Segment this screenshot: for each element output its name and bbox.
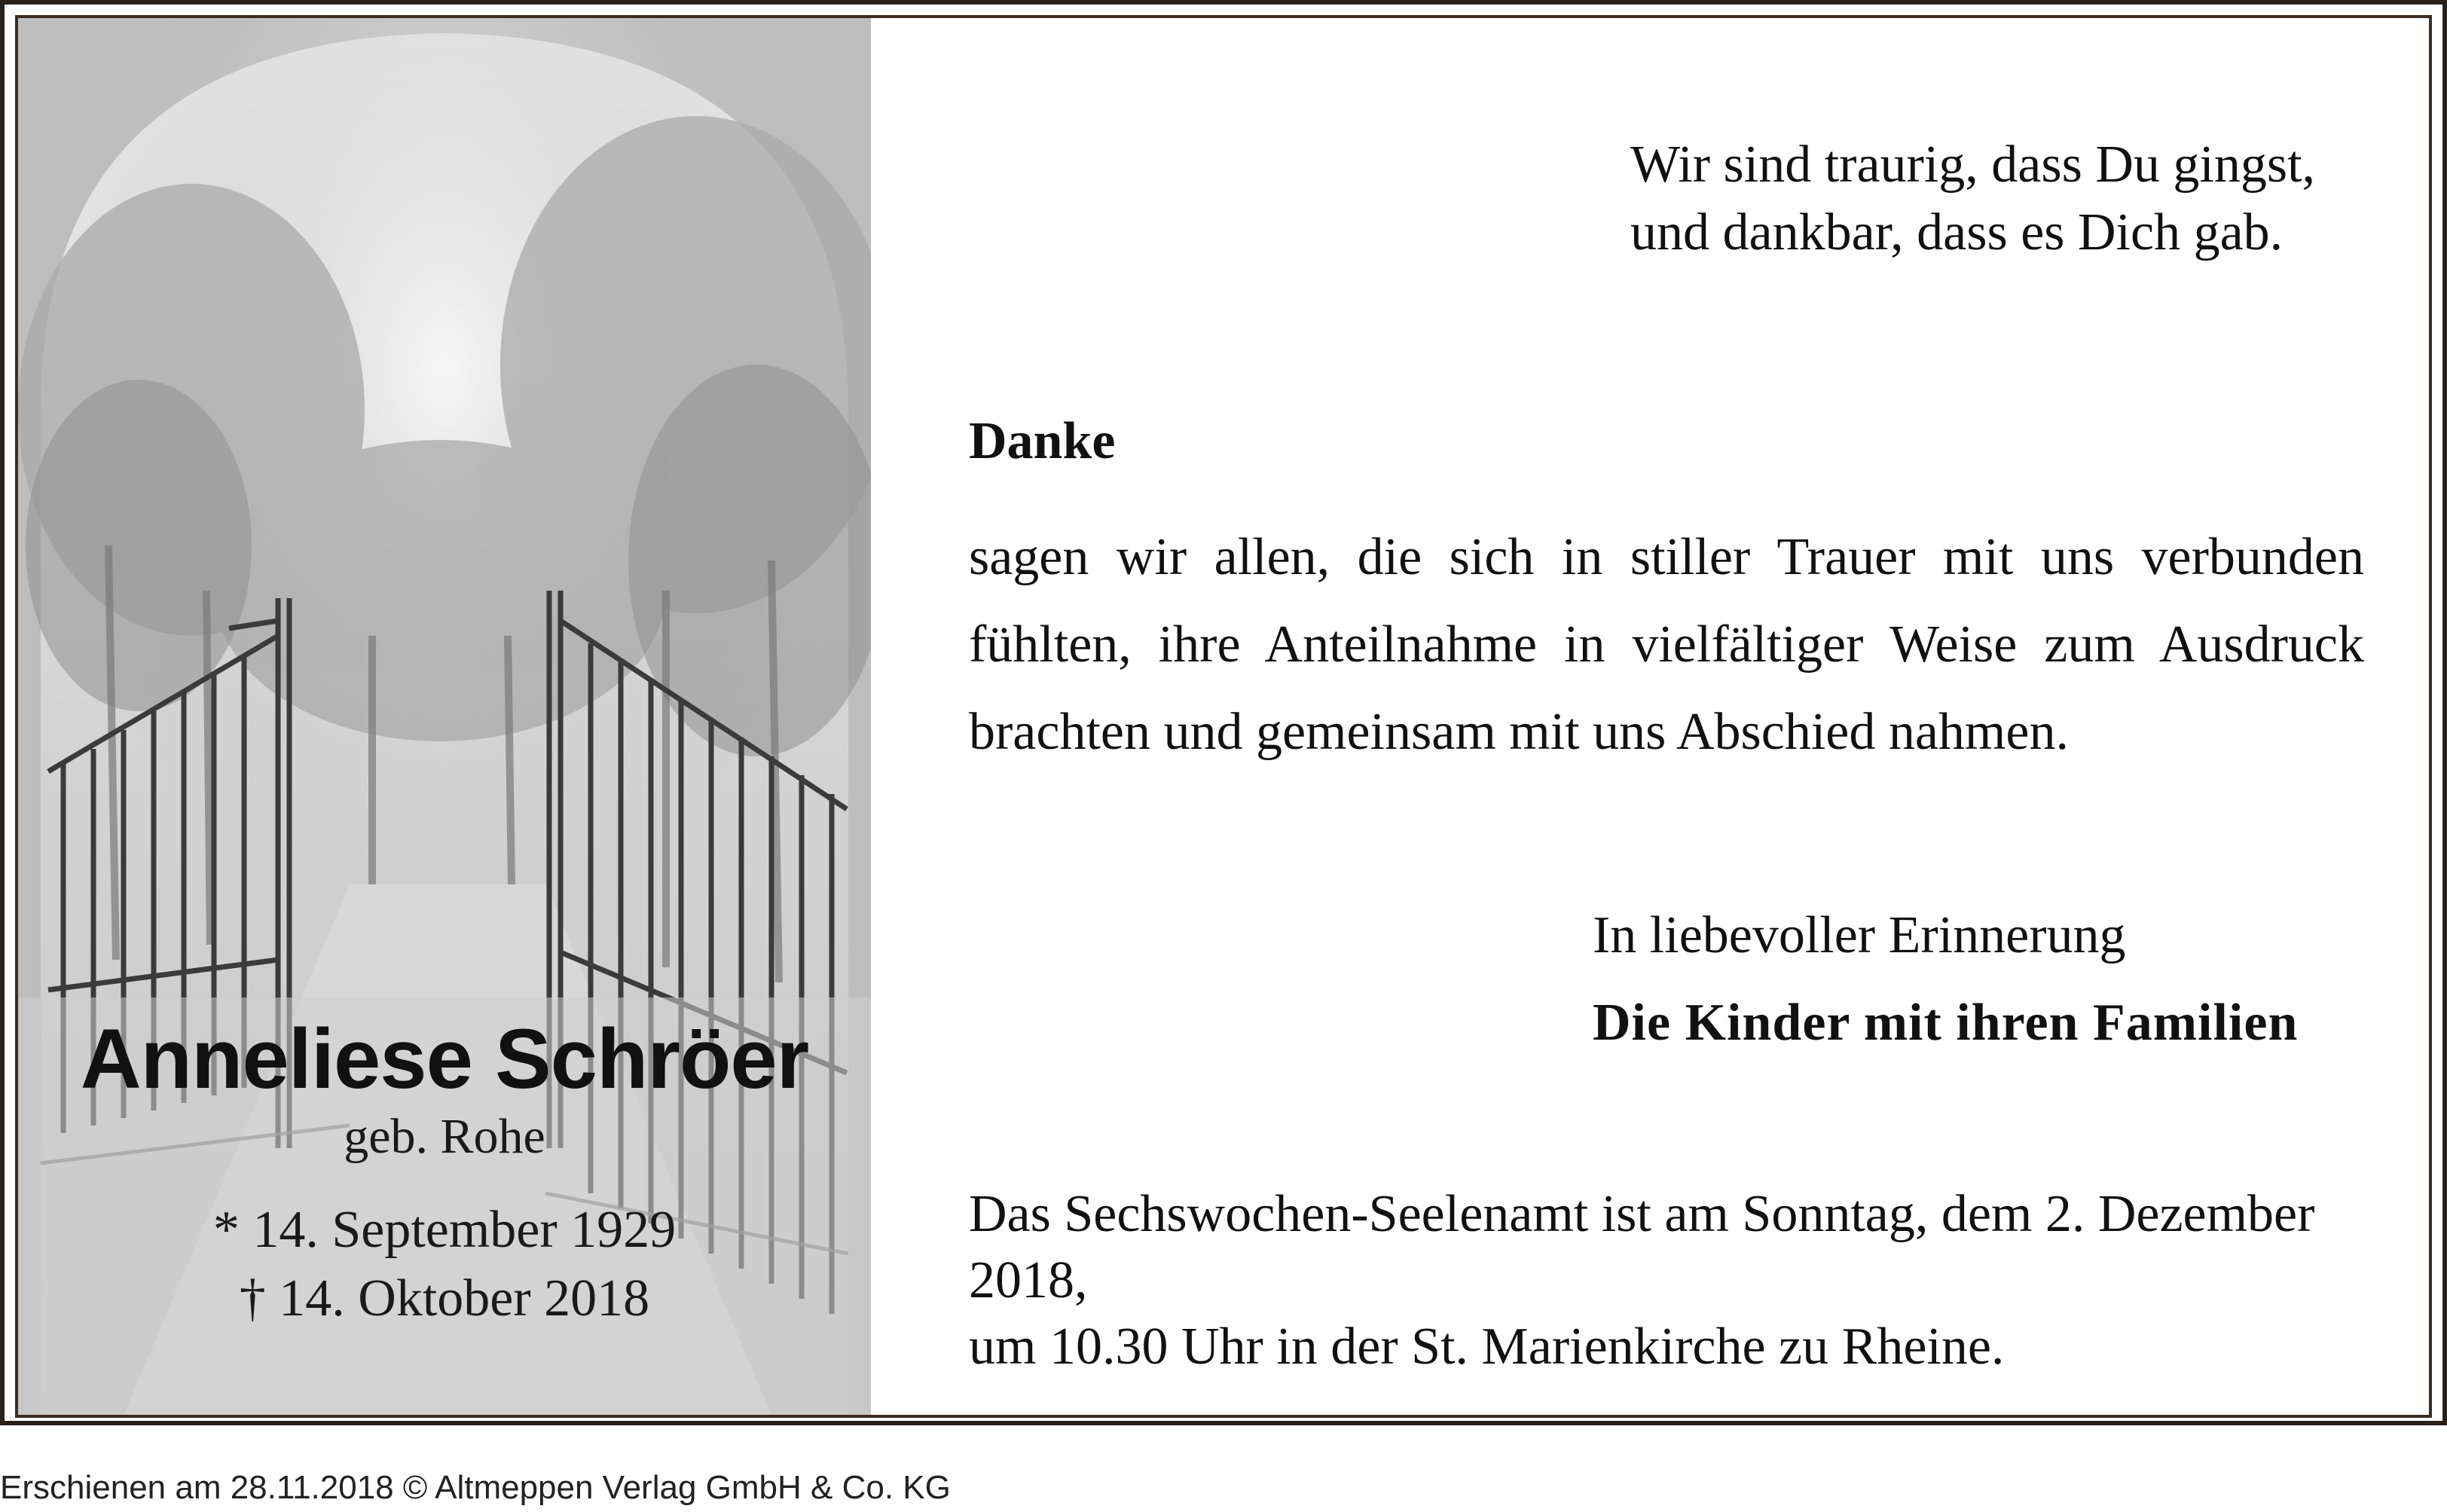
thanks-text [969,514,2364,776]
service-line-2: um 10.30 Uhr in der St. Marienkirche zu Rheine. [969,1318,2005,1376]
closing-signature: Die Kinder mit ihren Familien [1593,994,2299,1052]
maiden-name: geb. Rohe [344,1109,545,1165]
motto-line-1: Wir sind traurig, dass Du gingst, [1630,136,2316,194]
notice-inner-frame [15,15,2432,1418]
death-date: † 14. Oktober 2018 [239,1269,650,1328]
motto-line-2: und dankbar, dass es Dich gab. [1630,203,2284,261]
service-info [969,1181,2429,1380]
thanks-heading: Danke [969,412,1116,470]
life-dates [18,1196,871,1333]
thanks-line-2: fühlten, ihre Anteilnahme in vielfältiger Weise zum Ausdruck [969,615,2364,674]
deceased-info [18,1013,871,1333]
deceased-name: Anneliese Schröer [80,1012,809,1106]
service-line-1: Das Sechswochen-Seelenamt ist am Sonntag, dem 2. Dezember 2018, [969,1185,2315,1309]
closing-line: In liebevoller Erinnerung [1593,906,2126,964]
closing [1593,892,2298,1067]
motto [1630,131,2315,267]
cemetery-gate-picture [18,18,871,1415]
thanks-line-1: sagen wir allen, die sich in stiller Trauer mit uns verbunden [969,528,2364,586]
birth-date: * 14. September 1929 [212,1201,677,1260]
publication-footer: Erschienen am 28.11.2018 © Altmeppen Verlag GmbH & Co. KG [0,1469,951,1506]
thanks-line-3: brachten und gemeinsam mit uns Abschied nahmen. [969,703,2069,761]
